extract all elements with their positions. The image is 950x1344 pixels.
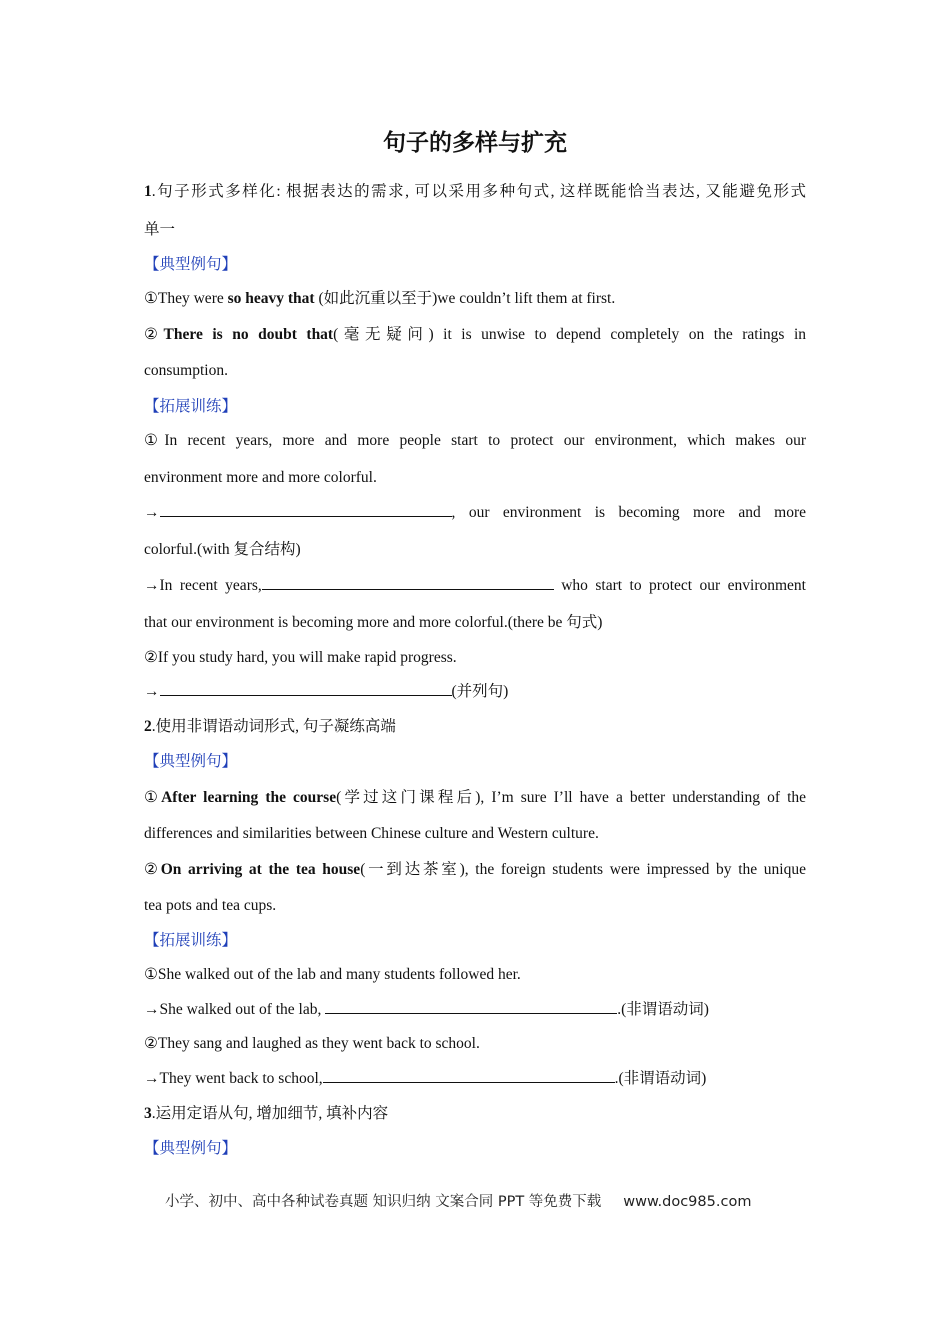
answer-blank[interactable] [262,574,554,590]
example-sentence-cont: consumption. [144,362,228,379]
typical-examples-label: 【典型例句】 [144,753,238,770]
practice-item: ②If you study hard, you will make rapid progress. [144,649,457,666]
practice-label: 【拓展训练】 [144,398,238,415]
footer-text: 小学、初中、高中各种试卷真题 知识归纳 文案合同 PPT 等免费下载 [165,1194,602,1210]
practice-item: ②They sang and laughed as they went back to school. [144,1035,480,1052]
answer-line-cont: that our environment is becoming more and more colorful.(there be 句式) [144,614,603,631]
answer-blank[interactable] [325,998,617,1014]
example-sentence: ②On arriving at the tea house(一到达茶室), the foreign students were impressed by the unique [144,861,806,878]
footer-url[interactable]: www.doc985.com [623,1194,752,1210]
typical-examples-label: 【典型例句】 [144,1140,238,1157]
answer-line: → , our environment is becoming more and more [144,501,806,525]
example-sentence-cont: differences and similarities between Chinese culture and Western culture. [144,825,599,842]
section-3-heading: 3.运用定语从句, 增加细节, 填补内容 [144,1105,389,1122]
answer-line: → (并列句) [144,680,806,704]
example-sentence-cont: tea pots and tea cups. [144,897,277,914]
section-1-heading-cont: 单一 [144,221,176,238]
typical-examples-label: 【典型例句】 [144,256,238,273]
answer-line: →She walked out of the lab, .(非谓语动词) [144,998,806,1022]
answer-line: →They went back to school, .(非谓语动词) [144,1067,806,1091]
practice-label: 【拓展训练】 [144,932,238,949]
answer-line: →In recent years, who start to protect our environment [144,574,806,598]
section-2-heading: 2.使用非谓语动词形式, 句子凝练高端 [144,718,396,735]
section-1-heading: 1.句子形式多样化: 根据表达的需求, 可以采用多种句式, 这样既能恰当表达, 又能避免形式 [144,183,806,200]
example-sentence: ②There is no doubt that(毫无疑问) it is unwise to depend completely on the ratings in [144,326,807,343]
answer-blank[interactable] [160,680,452,696]
section-number: 3 [144,1105,152,1122]
answer-blank[interactable] [323,1067,615,1083]
section-number: 2 [144,718,152,735]
page-footer [165,1190,751,1211]
section-number: 1 [144,183,152,200]
example-sentence: ①They were so heavy that (如此沉重以至于)we couldn’t lift them at first. [144,290,616,307]
practice-item-cont: environment more and more colorful. [144,469,377,486]
example-sentence: ①After learning the course(学过这门课程后), I’m sure I’ll have a better understanding of the [144,789,807,806]
page-title: 句子的多样与扩充 [383,130,567,156]
answer-blank[interactable] [160,501,452,517]
answer-line-cont: colorful.(with 复合结构) [144,541,301,558]
practice-item: ①She walked out of the lab and many students followed her. [144,966,521,983]
practice-item: ①In recent years, more and more people start to protect our environment, which makes our [144,432,806,449]
